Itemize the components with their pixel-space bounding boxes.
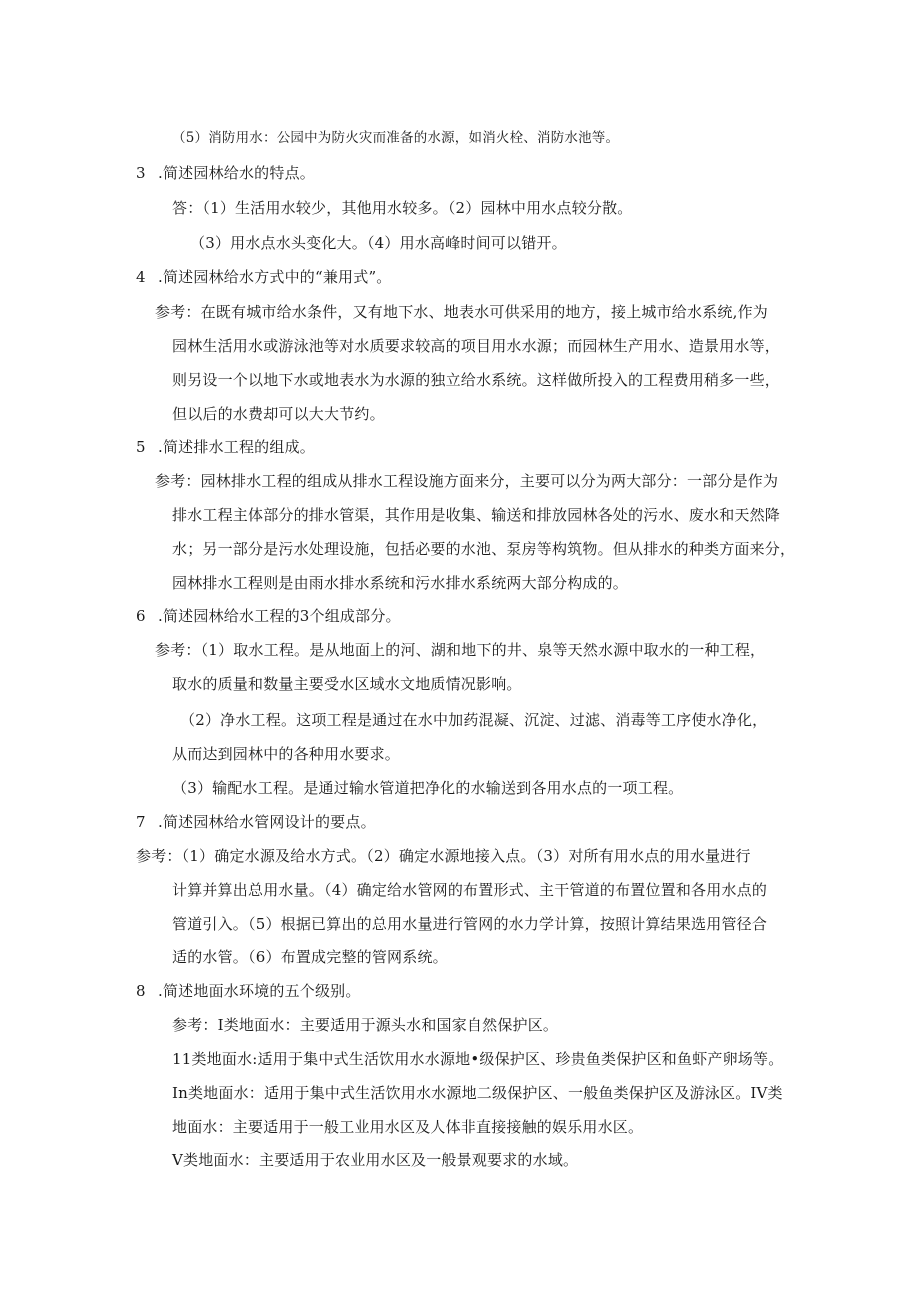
answer-line: 管道引入。（5）根据已算出的总用水量进行管网的水力学计算，按照计算结果选用管径合 [172, 915, 768, 933]
answer-line: In类地面水：适用于集中式生活饮用水水源地二级保护区、一般鱼类保护区及游泳区。IV类 [172, 1084, 783, 1102]
answer-line: 参考：园林排水工程的组成从排水工程设施方面来分，主要可以分为两大部分：一部分是作为 [155, 472, 779, 490]
answer-line: V类地面水：主要适用于农业用水区及一般景观要求的水域。 [172, 1151, 579, 1169]
question-7 [136, 812, 376, 832]
answer-line: 从而达到园林中的各种用水要求。 [172, 745, 401, 763]
question-text: .简述排水工程的组成。 [158, 438, 315, 456]
answer-line: （3）用水点水头变化大。（4）用水高峰时间可以错开。 [190, 234, 567, 252]
question-text: .简述园林给水方式中的“兼用式”。 [158, 268, 392, 286]
answer-line: 但以后的水费却可以大大节约。 [172, 405, 385, 423]
question-number: 7 [136, 813, 146, 831]
intro-item-5: （5）消防用水：公园中为防火灾而准备的水源，如消火栓、消防水池等。 [172, 130, 620, 146]
question-3 [136, 163, 315, 183]
answer-line: （2）净水工程。这项工程是通过在水中加药混凝、沉淀、过滤、消毒等工序使水净化， [180, 711, 768, 729]
question-6 [136, 606, 401, 626]
answer-line: 园林排水工程则是由雨水排水系统和污水排水系统两大部分构成的。 [172, 574, 629, 592]
question-text: .简述地面水环境的五个级别。 [158, 982, 361, 1000]
question-5 [136, 437, 315, 457]
question-number: 6 [136, 607, 146, 625]
answer-line: 排水工程主体部分的排水管渠，其作用是收集、输送和排放园林各处的污水、废水和天然降 [172, 506, 781, 524]
question-text: .简述园林给水的特点。 [158, 164, 315, 182]
answer-line: 地面水：主要适用于一般工业用水区及人体非直接接触的娱乐用水区。 [172, 1118, 644, 1136]
question-number: 4 [136, 268, 146, 286]
answer-line: 适的水管。（6）布置成完整的管网系统。 [172, 948, 448, 966]
answer-line: 则另设一个以地下水或地表水为水源的独立给水系统。这样做所投入的工程费用稍多一些， [172, 371, 781, 389]
question-4 [136, 267, 392, 287]
question-number: 5 [136, 438, 146, 456]
answer-line: 取水的质量和数量主要受水区域水文地质情况影响。 [172, 675, 522, 693]
answer-line: 水；另一部分是污水处理设施，包括必要的水池、泵房等构筑物。但从排水的种类方面来分， [172, 540, 796, 558]
answer-line: 参考：在既有城市给水条件，又有地下水、地表水可供采用的地方，接上城市给水系统,作为 [155, 303, 768, 321]
answer-line: 参考：（1）确定水源及给水方式。（2）确定水源地接入点。（3）对所有用水点的用水量进行 [136, 847, 751, 865]
answer-line: （3）输配水工程。是通过输水管道把净化的水输送到各用水点的一项工程。 [172, 779, 684, 797]
question-8 [136, 981, 361, 1001]
question-text: .简述园林给水工程的3个组成部分。 [158, 607, 401, 625]
answer-line: 参考：I类地面水：主要适用于源头水和国家自然保护区。 [172, 1016, 559, 1034]
question-number: 3 [136, 164, 146, 182]
question-number: 8 [136, 982, 146, 1000]
answer-line: 11类地面水:适用于集中式生活饮用水水源地•级保护区、珍贵鱼类保护区和鱼虾产卵场等。 [172, 1050, 784, 1068]
answer-line: 计算并算出总用水量。（4）确定给水管网的布置形式、主干管道的布置位置和各用水点的 [172, 881, 768, 899]
answer-line: 园林生活用水或游泳池等对水质要求较高的项目用水水源；而园林生产用水、造景用水等， [172, 337, 781, 355]
question-text: .简述园林给水管网设计的要点。 [158, 813, 376, 831]
answer-line: 答：（1）生活用水较少，其他用水较多。（2）园林中用水点较分散。 [172, 199, 633, 217]
answer-line: 参考：（1）取水工程。是从地面上的河、湖和地下的井、泉等天然水源中取水的一种工程， [155, 641, 766, 659]
